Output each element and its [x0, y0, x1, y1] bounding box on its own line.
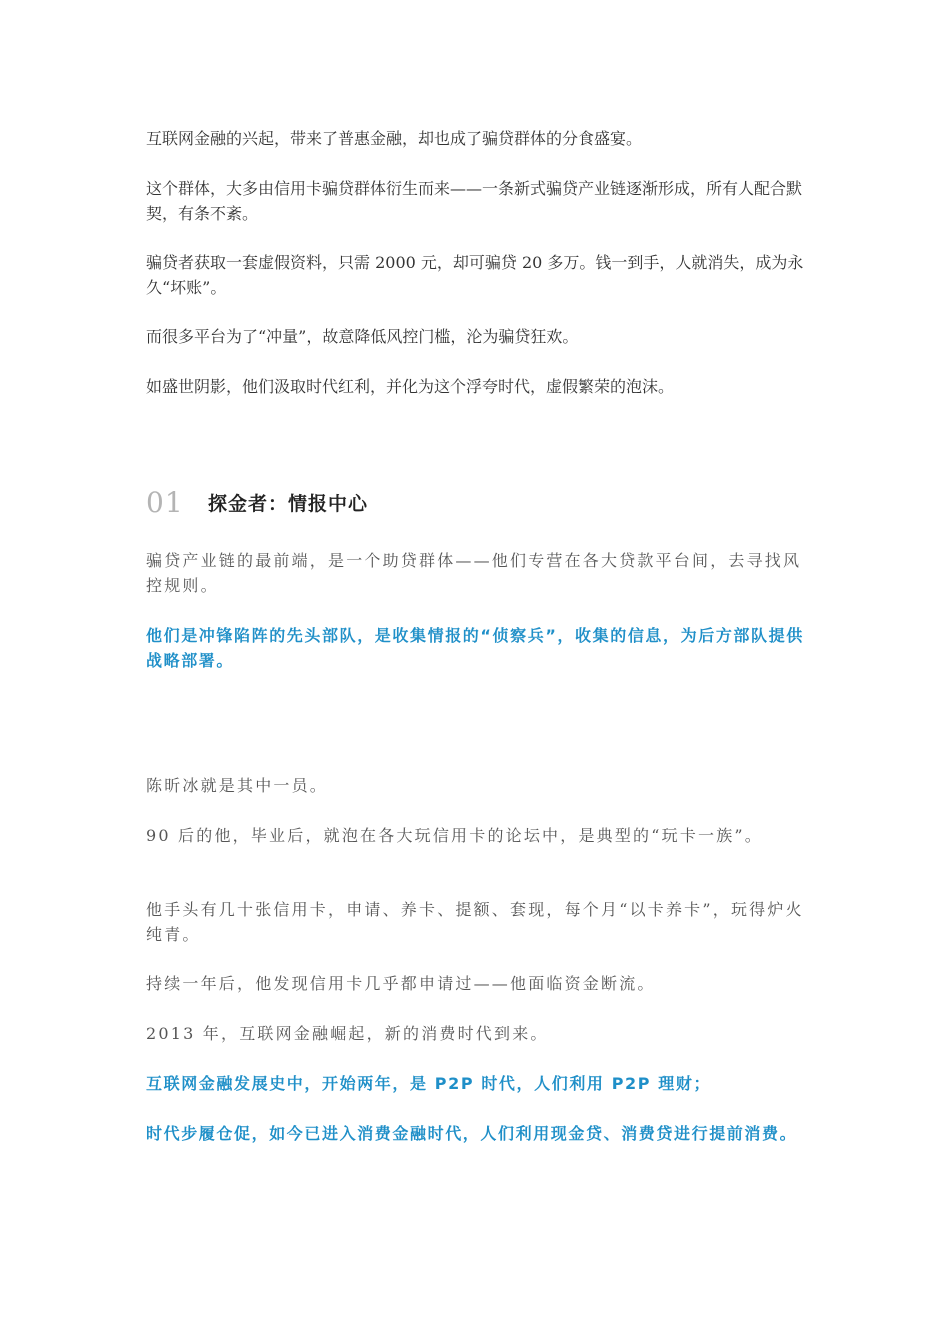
intro-paragraph-1: 互联网金融的兴起，带来了普惠金融，却也成了骗贷群体的分食盛宴。	[146, 129, 643, 148]
highlight-paragraph-3: 时代步履仓促，如今已进入消费金融时代，人们利用现金贷、消费贷进行提前消费。	[146, 1124, 798, 1143]
body-paragraph-5: 持续一年后，他发现信用卡几乎都申请过——他面临资金断流。	[146, 974, 656, 993]
body-paragraph-3: 90 后的他，毕业后，就泡在各大玩信用卡的论坛中，是典型的“玩卡一族”。	[146, 826, 764, 845]
highlight-paragraph-2: 互联网金融发展史中，开始两年，是 P2P 时代，人们利用 P2P 理财；	[146, 1074, 712, 1093]
section-heading	[146, 486, 368, 518]
body-paragraph-4: 他手头有几十张信用卡，申请、养卡、提额、套现，每个月“以卡养卡”，玩得炉火纯青。	[146, 900, 804, 944]
intro-paragraph-5: 如盛世阴影，他们汲取时代红利，并化为这个浮夸时代，虚假繁荣的泡沫。	[146, 377, 675, 396]
body-paragraph-1: 骗贷产业链的最前端，是一个助贷群体——他们专营在各大贷款平台间，去寻找风控规则。	[146, 551, 802, 595]
intro-paragraph-4: 而很多平台为了“冲量”，故意降低风控门槛，沦为骗贷狂欢。	[146, 327, 579, 346]
section-title: 探金者：情报中心	[208, 492, 369, 515]
highlight-paragraph-1: 他们是冲锋陷阵的先头部队，是收集情报的“侦察兵”，收集的信息，为后方部队提供战略部署。	[146, 626, 804, 670]
body-paragraph-2: 陈昕冰就是其中一员。	[146, 776, 329, 795]
intro-paragraph-2: 这个群体，大多由信用卡骗贷群体衍生而来——一条新式骗贷产业链逐渐形成，所有人配合默契，有条不紊。	[146, 179, 803, 223]
section-number: 01	[146, 485, 184, 519]
intro-paragraph-3: 骗贷者获取一套虚假资料，只需 2000 元，却可骗贷 20 多万。钱一到手，人就消失，成为永久“坏账”。	[146, 253, 804, 297]
body-paragraph-6: 2013 年，互联网金融崛起，新的消费时代到来。	[146, 1024, 549, 1043]
